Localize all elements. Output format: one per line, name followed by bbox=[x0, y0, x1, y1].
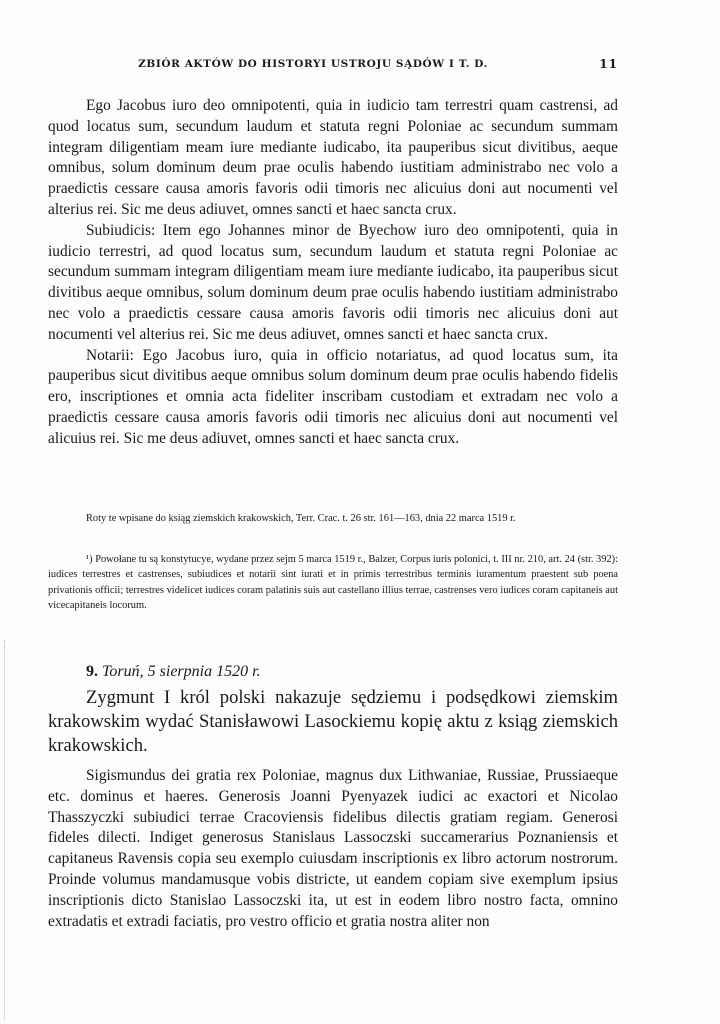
document-text-block bbox=[48, 766, 618, 932]
source-note-block bbox=[48, 511, 618, 526]
regest-text: Zygmunt I król polski nakazuje sędziemu i podsędkowi ziemskim krakowskim wydać Stanisławowi Lasockiemu kopię aktu z ksiąg ziemskich krakowskich. bbox=[48, 687, 618, 756]
footnote-block bbox=[48, 552, 618, 614]
footnote: ¹) Powołane tu są konstytucye, wydane przez sejm 5 marca 1519 r., Balzer, Corpus iuris polonici, t. III nr. 210, art. 24 (str. 392): iudices terrestres et castrenses, subiudices et notarii sint iurati et in primis terrestribus terminis iuramentum praestent sub poena privationis officii; terrestres videlicet iudices coram palatinis suis aut castellano illius terrae, castrenses vero iudices coram capitaneis aut vicecapitaneis locorum. bbox=[48, 554, 618, 612]
document-number: 9. bbox=[86, 663, 98, 680]
scan-margin-artifact bbox=[4, 640, 7, 1020]
oath-paragraph-judge: Ego Jacobus iuro deo omnipotenti, quia in iudicio tam terrestri quam castrensi, ad quod locatus sum, secundum laudum et statuta regni Poloniae ac secundum summam integram diligentiam meam iure mediante iudicabo, ita pauperibus sicut divitibus, aeque omnibus, solum dominum deum prae oculis habendo iustitiam administrabo nec volo a praedictis cessare causa amoris favoris odii timoris nec alicuius doni aut nocumenti vel alterius rei. Sic me deus adiuvet, omnes sancti et haec sancta crux. bbox=[48, 97, 618, 218]
regest-block bbox=[48, 686, 618, 758]
document-place-date: Toruń, 5 sierpnia 1520 r. bbox=[102, 663, 261, 680]
document-text: Sigismundus dei gratia rex Poloniae, magnus dux Lithwaniae, Russiae, Prussiaeque etc. dominus et haeres. Generosis Joanni Pyenyazek iudici ac exactori et Nicolao Thasszyczki subiudici terrae Cracoviensis fidelibus dilectis gratiam regiam. Generosi fideles dilecti. Indiget generosus Stanislaus Lassoczski succamerarius Poznaniensis et capitaneus Ravensis copia seu exemplo cuiusdam inscriptionis ex libro actorum nostrorum. Proinde volumus mandamusque vobis districte, ut eandem copiam sive exemplum ipsius inscriptionis dicto Stanislao Lassoczski ita, ut est in eodem libro nostro facta, omnino extradatis et extradi faciatis, pro vestro officio et gratia nostra aliter non bbox=[48, 767, 618, 930]
running-head: ZBIÓR AKTÓW DO HISTORYI USTROJU SĄDÓW I T. D. bbox=[138, 58, 488, 70]
oath-paragraph-notary: Notarii: Ego Jacobus iuro, quia in officio notariatus, ad quod locatus sum, ita pauperibus sicut divitibus aeque omnibus solum dominum deum prae oculis habendo fidelis ero, inscriptiones et omnia acta fideliter inscribam custodiam et extradam nec volo a praedictis cessare causa amoris favoris odii timoris nec alicuius doni aut nocumenti vel alicuius rei. Sic me deus adiuvet, omnes sancti et haec sancta crux. bbox=[48, 346, 618, 447]
page-header bbox=[48, 58, 618, 78]
oath-paragraph-subjudge: Subiudicis: Item ego Johannes minor de Byechow iuro deo omnipotenti, quia in iudicio terrestri, ad quod locatus sum, secundum laudum et statuta regni Poloniae ac secundum summam integram diligentiam meam iure mediante iudicabo, ita pauperibus sicut divitibus aeque omnibus, solum dominum deum prae oculis habendo iustitiam administrabo nec volo a praedictis cessare causa amoris favoris odii timoris nec alicuius doni aut nocumenti vel alterius rei. Sic me deus adiuvet, omnes sancti et haec sancta crux. bbox=[48, 221, 618, 343]
source-note: Roty te wpisane do ksiąg ziemskich krakowskich, Terr. Crac. t. 26 str. 161—163, dnia 22 marca 1519 r. bbox=[86, 513, 516, 524]
document-heading bbox=[86, 663, 261, 681]
page-number: 11 bbox=[599, 57, 618, 71]
oath-text-block bbox=[48, 96, 618, 450]
